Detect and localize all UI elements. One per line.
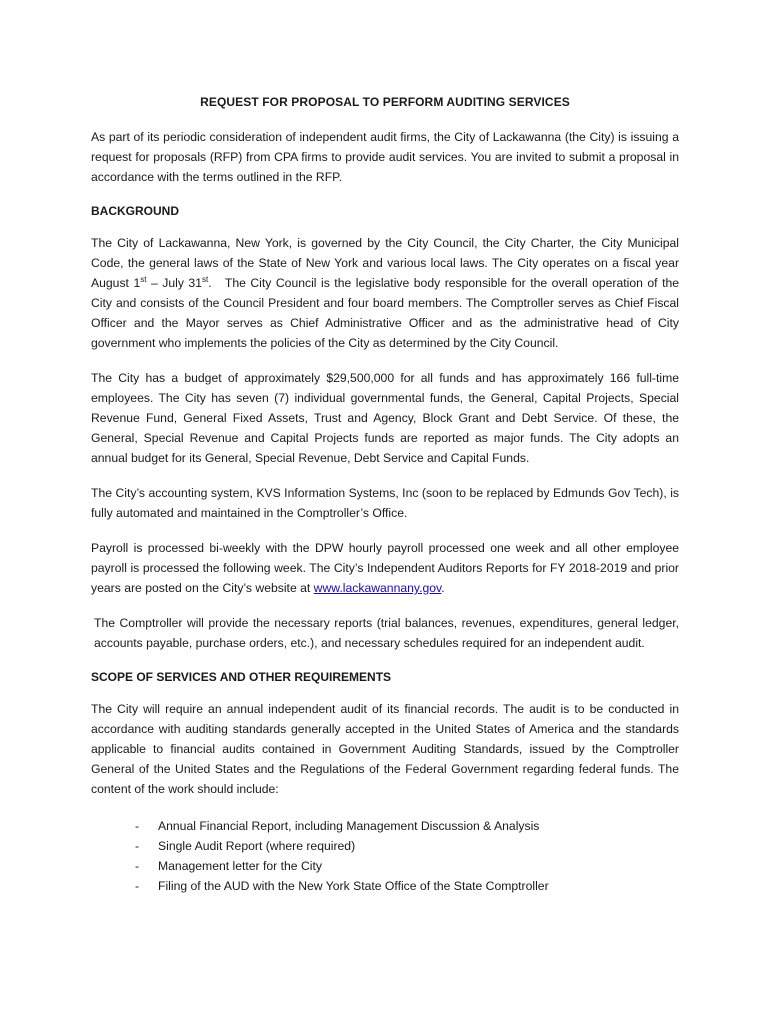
background-paragraph-accounting: The City’s accounting system, KVS Information Systems, Inc (soon to be replaced by Edmunds Gov Tech), is fully automated and maintained in the Comptroller’s Office. [91,486,679,520]
list-item [135,816,679,836]
governance-text-mid: – July 31 [146,276,202,290]
superscript-st: st [140,274,147,284]
list-item-text: Annual Financial Report, including Management Discussion & Analysis [158,819,540,833]
list-item-text: Management letter for the City [158,859,322,873]
governance-text-start: The City of Lackawanna, New York, is governed by the City Council, the City Charter, the City Municipal Code, the general laws of the State of New York and various local laws. The City operates on a fiscal year August 1 [91,236,679,290]
bullet-dash: - [135,819,140,833]
intro-paragraph: As part of its periodic consideration of independent audit firms, the City of Lackawanna (the City) is issuing a request for proposals (RFP) from CPA firms to provide audit services. You are invited to submit a proposal in accordance with the terms outlined in the RFP. [91,130,679,184]
document-title: REQUEST FOR PROPOSAL TO PERFORM AUDITING SERVICES [200,95,570,109]
scope-paragraph: The City will require an annual independent audit of its financial records. The audit is to be conducted in accordance with auditing standards generally accepted in the United States of America and the standards applicable to financial audits contained in Government Auditing Standards, issued by the Comptroller General of the United States and the Regulations of the Federal Government regarding federal funds. The content of the work should include: [91,702,679,796]
background-paragraph-budget: The City has a budget of approximately $29,500,000 for all funds and has approximately 166 full-time employees. The City has seven (7) individual governmental funds, the General, Capital Projects, Special Revenue Fund, General Fixed Assets, Trust and Agency, Block Grant and Debt Service. Of these, the General, Special Revenue and Capital Projects funds are reported as major funds. The City adopts an annual budget for its General, Special Revenue, Debt Service and Capital Funds. [91,371,679,465]
list-item-text: Single Audit Report (where required) [158,839,356,853]
bullet-dash: - [135,879,140,893]
scope-items-list [91,816,679,896]
payroll-text: Payroll is processed bi-weekly with the DPW hourly payroll processed one week and all other employee payroll is processed the following week. The City’s Independent Auditors Reports for FY 2018-2019 and prior years are posted on the City’s website at [91,541,679,595]
background-paragraph-governance [91,233,679,353]
list-item [135,836,679,856]
city-website-link[interactable]: www.lackawannany.gov [313,581,442,595]
bullet-dash: - [135,839,140,853]
governance-text-end: . The City Council is the legislative body responsible for the overall operation of the City and consists of the Council President and four board members. The Comptroller serves as Chief Fiscal Officer and the Mayor serves as Chief Administrative Officer and as the administrative head of City government who implements the policies of the City as determined by the City Council. [91,276,680,350]
background-paragraph-comptroller: The Comptroller will provide the necessary reports (trial balances, revenues, expenditures, general ledger, accounts payable, purchase orders, etc.), and necessary schedules required for an independent audit. [94,616,679,650]
bullet-dash: - [135,859,140,873]
background-heading: BACKGROUND [91,204,179,218]
payroll-text-end: . [441,581,445,595]
background-paragraph-payroll [91,538,679,598]
list-item [135,856,679,876]
superscript-st: st [201,274,209,284]
list-item-text: Filing of the AUD with the New York State Office of the State Comptroller [158,879,549,893]
list-item [135,876,679,896]
scope-heading: SCOPE OF SERVICES AND OTHER REQUIREMENTS [91,670,392,684]
